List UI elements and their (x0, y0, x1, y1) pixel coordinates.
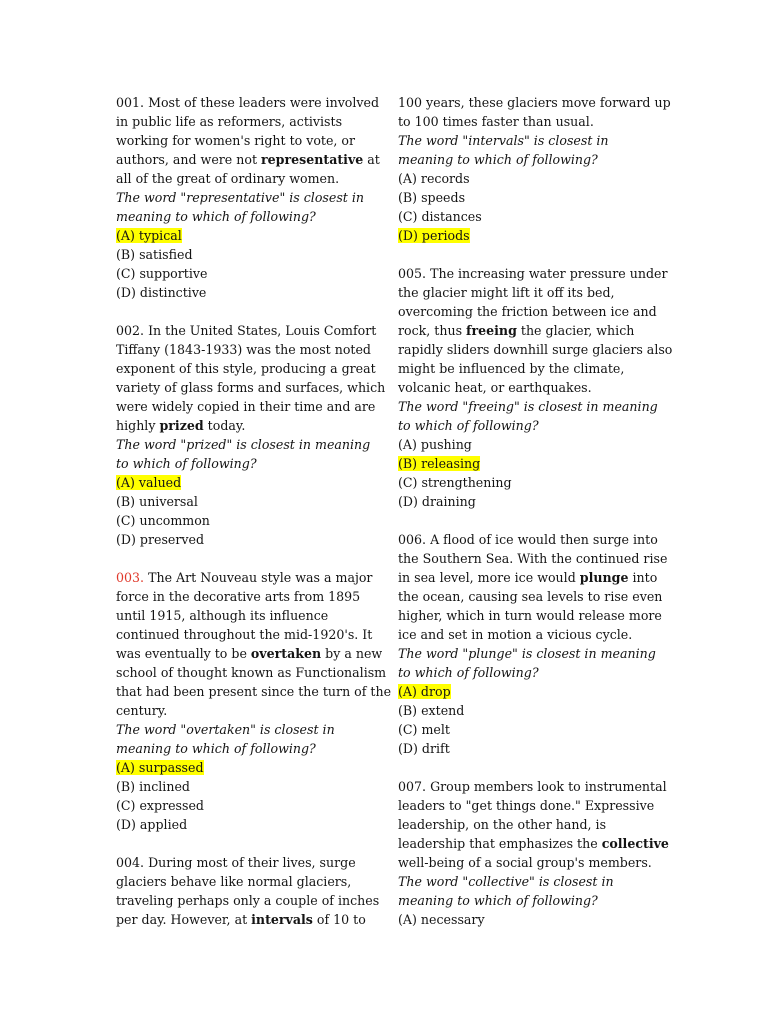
answer-option: (C) melt (398, 722, 450, 737)
keyword: freeing (466, 323, 517, 338)
item-number: 007. (398, 779, 427, 794)
passage-text: the glacier might lift it off its bed, (398, 285, 615, 300)
passage-text: A flood of ice would then surge into (430, 532, 658, 547)
question-prompt: The word "representative" is closest in (116, 190, 365, 205)
passage-text: authors, and were not (116, 152, 262, 167)
passage-text: at (363, 152, 380, 167)
question-prompt: meaning to which of following? (116, 741, 316, 756)
passage-text: ice and set in motion a vicious cycle. (398, 627, 633, 642)
question-item-003 (116, 568, 392, 834)
passage-text: until 1915, although its influence (116, 608, 329, 623)
passage-text: century. (116, 703, 168, 718)
question-prompt: The word "prized" is closest in meaning (116, 437, 371, 452)
passage-text: Tiffany (1843-1933) was the most noted (116, 342, 371, 357)
item-number: 005. (398, 266, 427, 281)
keyword: collective (601, 836, 669, 851)
answer-option: (B) inclined (116, 779, 190, 794)
passage-text: overcoming the friction between ice and (398, 304, 657, 319)
passage-text: school of thought known as Functionalism (116, 665, 387, 680)
question-prompt: meaning to which of following? (398, 152, 598, 167)
passage-text: traveling perhaps only a couple of inches (116, 893, 380, 908)
question-item-007 (398, 777, 669, 929)
answer-option: (D) applied (116, 817, 188, 832)
answer-option: (B) satisfied (116, 247, 193, 262)
passage-text: that had been present since the turn of the (116, 684, 392, 699)
item-number: 004. (116, 855, 145, 870)
answer-option: (C) expressed (116, 798, 204, 813)
passage-text: today. (203, 418, 246, 433)
passage-text: 100 years, these glaciers move forward up (398, 95, 671, 110)
passage-text: exponent of this style, producing a great (116, 361, 376, 376)
passage-text: The increasing water pressure under (430, 266, 668, 281)
passage-text: the glacier, which (516, 323, 635, 338)
passage-text: highly (116, 418, 160, 433)
passage-text: force in the decorative arts from 1895 (116, 589, 361, 604)
passage-text: continued throughout the mid-1920's. It (116, 627, 373, 642)
keyword: representative (261, 152, 364, 167)
passage-text: per day. However, at (116, 912, 252, 927)
answer-option-correct: (A) drop (398, 684, 451, 699)
question-item-004 (116, 853, 380, 929)
passage-text: volcanic heat, or earthquakes. (398, 380, 592, 395)
question-prompt: The word "intervals" is closest in (398, 133, 609, 148)
question-prompt: The word "collective" is closest in (398, 874, 614, 889)
answer-option: (D) drift (398, 741, 450, 756)
passage-text: leadership that emphasizes the (398, 836, 602, 851)
keyword: plunge (579, 570, 629, 585)
right-column (398, 93, 673, 948)
passage-text: In the United States, Louis Comfort (148, 323, 377, 338)
question-prompt: to which of following? (398, 418, 539, 433)
keyword: overtaken (250, 646, 322, 661)
passage-text: variety of glass forms and surfaces, which (116, 380, 386, 395)
question-item-006 (398, 530, 668, 758)
question-item-002 (116, 321, 386, 549)
question-item-005 (398, 264, 673, 511)
question-prompt: The word "overtaken" is closest in (116, 722, 335, 737)
answer-option: (D) distinctive (116, 285, 207, 300)
question-prompt: to which of following? (398, 665, 539, 680)
passage-text: was eventually to be (116, 646, 251, 661)
answer-option: (B) universal (116, 494, 198, 509)
passage-text: During most of their lives, surge (148, 855, 356, 870)
passage-text: the Southern Sea. With the continued rise (398, 551, 668, 566)
question-item-001 (116, 93, 380, 302)
keyword: intervals (251, 912, 313, 927)
answer-option: (C) uncommon (116, 513, 210, 528)
passage-text: The Art Nouveau style was a major (148, 570, 373, 585)
answer-option: (C) supportive (116, 266, 208, 281)
answer-option-correct: (B) releasing (398, 456, 481, 471)
left-column (116, 93, 392, 948)
question-item-004-continued (398, 93, 671, 245)
answer-option: (D) draining (398, 494, 476, 509)
passage-text: in sea level, more ice would (398, 570, 580, 585)
question-prompt: to which of following? (116, 456, 257, 471)
passage-text: might be influenced by the climate, (398, 361, 625, 376)
passage-text: leadership, on the other hand, is (398, 817, 607, 832)
passage-text: working for women's right to vote, or (116, 133, 356, 148)
answer-option-correct: (A) surpassed (116, 760, 204, 775)
passage-text: leaders to "get things done." Expressive (398, 798, 655, 813)
item-number: 002. (116, 323, 145, 338)
question-prompt: meaning to which of following? (116, 209, 316, 224)
answer-option: (B) speeds (398, 190, 466, 205)
answer-option: (C) distances (398, 209, 482, 224)
passage-text: were widely copied in their time and are (116, 399, 376, 414)
answer-option: (B) extend (398, 703, 465, 718)
passage-text: of 10 to (312, 912, 366, 927)
passage-text: higher, which in turn would release more (398, 608, 662, 623)
passage-text: well-being of a social group's members. (398, 855, 652, 870)
answer-option: (A) records (398, 171, 470, 186)
passage-text: into (628, 570, 658, 585)
passage-text: in public life as reformers, activists (116, 114, 343, 129)
answer-option-correct: (D) periods (398, 228, 470, 243)
passage-text: Most of these leaders were involved (148, 95, 380, 110)
passage-text: rock, thus (398, 323, 467, 338)
question-prompt: The word "plunge" is closest in meaning (398, 646, 656, 661)
answer-option-correct: (A) typical (116, 228, 182, 243)
passage-text: all of the great of ordinary women. (116, 171, 340, 186)
item-number: 003. (116, 570, 145, 585)
question-prompt: The word "freeing" is closest in meaning (398, 399, 658, 414)
passage-text: to 100 times faster than usual. (398, 114, 594, 129)
answer-option: (D) preserved (116, 532, 205, 547)
answer-option: (A) necessary (398, 912, 485, 927)
keyword: prized (159, 418, 204, 433)
item-number: 001. (116, 95, 145, 110)
passage-text: the ocean, causing sea levels to rise even (398, 589, 663, 604)
passage-text: rapidly sliders downhill surge glaciers also (398, 342, 673, 357)
answer-option: (C) strengthening (398, 475, 512, 490)
passage-text: glaciers behave like normal glaciers, (116, 874, 352, 889)
question-prompt: meaning to which of following? (398, 893, 598, 908)
passage-text: Group members look to instrumental (430, 779, 667, 794)
item-number: 006. (398, 532, 427, 547)
passage-text: by a new (321, 646, 383, 661)
answer-option: (A) pushing (398, 437, 472, 452)
answer-option-correct: (A) valued (116, 475, 182, 490)
